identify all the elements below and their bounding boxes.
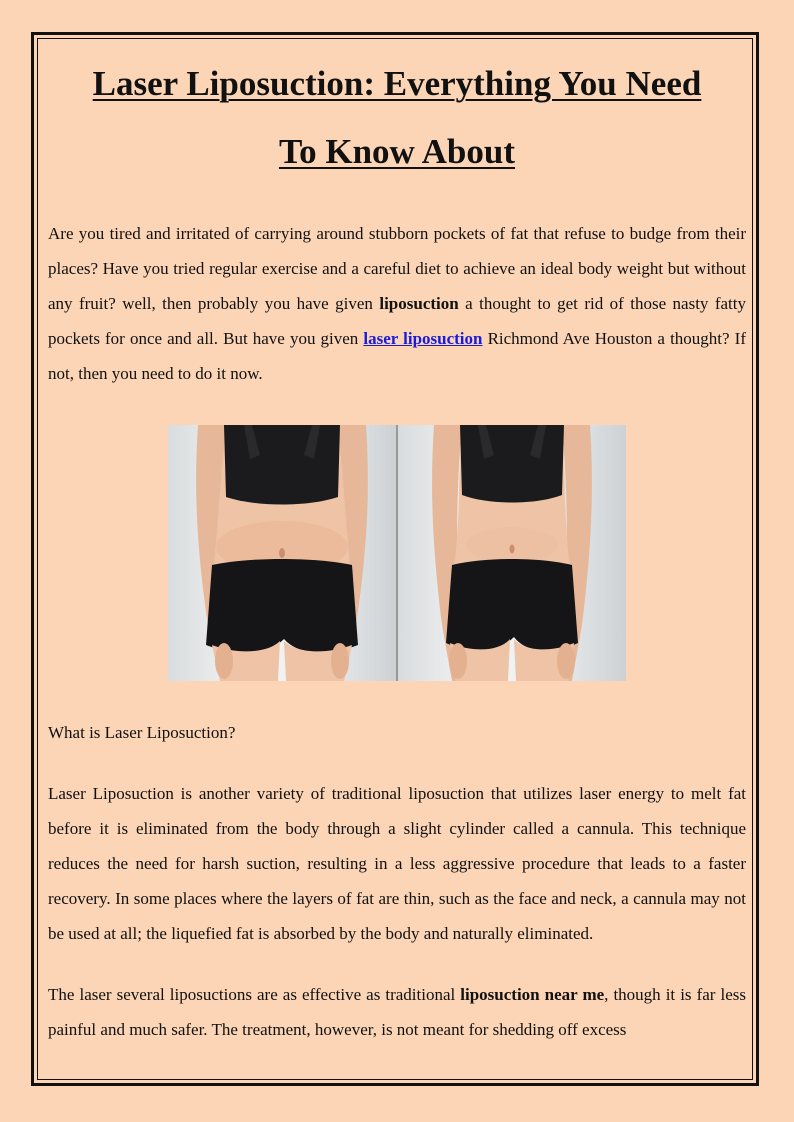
article-title bbox=[48, 40, 746, 186]
liposuction-near-me-bold: liposuction near me bbox=[460, 985, 605, 1004]
effectiveness-paragraph bbox=[48, 977, 746, 1047]
title-line-1: Laser Liposuction: Everything You Need bbox=[92, 64, 702, 103]
after-panel bbox=[398, 425, 626, 681]
para3-text-2: , though it is far less painful and much safer. The treatment, however, is not meant for shedding off excess bbox=[48, 985, 746, 1039]
after-torso-illustration bbox=[398, 425, 626, 681]
title-line-2: To Know About bbox=[278, 132, 516, 171]
before-after-image bbox=[168, 425, 626, 681]
intro-text-1: Are you tired and irritated of carrying around stubborn pockets of fat that refuse to budge from their places? Have you tried regular exercise and a careful diet to achieve an ideal body weight but without any fruit? well, then probably you have given bbox=[48, 224, 746, 313]
liposuction-bold: liposuction bbox=[379, 294, 459, 313]
laser-liposuction-description: Laser Liposuction is another variety of traditional liposuction that utilizes laser energy to melt fat before it is eliminated from the body through a slight cylinder called a cannula. This technique reduces the need for harsh suction, resulting in a less aggressive procedure that leads to a faster recovery. In some places where the layers of fat are thin, such as the face and neck, a cannula may not be used at all; the liquefied fat is absorbed by the body and naturally eliminated. bbox=[48, 784, 746, 943]
intro-text-2: a thought to get rid of those nasty fatty pockets for once and all. But have you given bbox=[48, 294, 746, 348]
laser-liposuction-link[interactable]: laser liposuction bbox=[363, 329, 483, 348]
section-question: What is Laser Liposuction? bbox=[48, 723, 236, 742]
intro-text-3: Richmond Ave Houston a thought? If not, then you need to do it now. bbox=[48, 329, 746, 383]
para3-text-1: The laser several liposuctions are as effective as traditional bbox=[48, 985, 461, 1004]
before-panel bbox=[168, 425, 396, 681]
intro-paragraph bbox=[48, 216, 746, 391]
before-torso-illustration bbox=[168, 425, 396, 681]
article-content bbox=[48, 40, 746, 1075]
